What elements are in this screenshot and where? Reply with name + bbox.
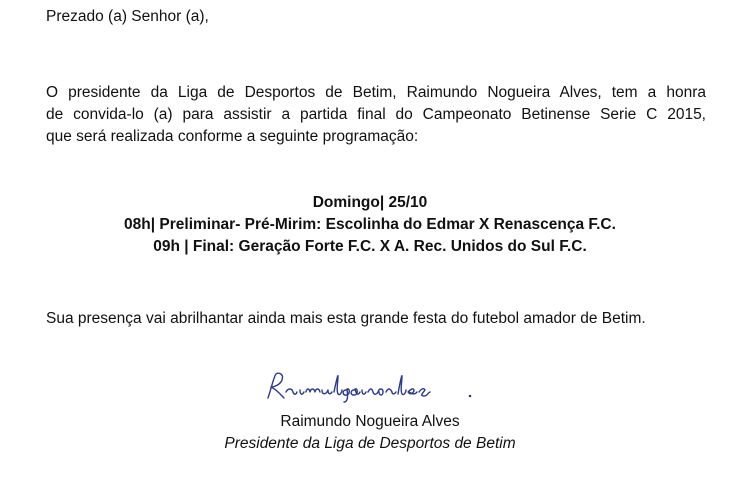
invitation-line-1: O presidente da Liga de Desportos de Betim, Raimundo Nogueira Alves, tem a honra — [46, 84, 706, 101]
greeting: Prezado (a) Senhor (a), — [46, 8, 209, 25]
schedule-preliminary-match: 08h| Preliminar- Pré-Mirim: Escolinha do Edmar X Renascença F.C. — [124, 216, 616, 233]
match-schedule — [0, 192, 740, 258]
signatory-name: Raimundo Nogueira Alves — [280, 413, 460, 430]
closing-sentence: Sua presença vai abrilhantar ainda mais esta grande festa do futebol amador de Betim. — [46, 310, 646, 327]
handwritten-signature-icon — [262, 368, 482, 404]
schedule-final-match: 09h | Final: Geração Forte F.C. X A. Rec. Unidos do Sul F.C. — [153, 238, 587, 255]
invitation-paragraph — [46, 82, 706, 148]
invitation-line-2: de convida-lo (a) para assistir a partida final do Campeonato Betinense Serie C 2015, — [46, 106, 706, 123]
schedule-day: Domingo| 25/10 — [312, 194, 428, 211]
invitation-line-3: que será realizada conforme a seguinte programação: — [46, 128, 419, 145]
signatory-role: Presidente da Liga de Desportos de Betim — [224, 435, 516, 452]
signature-block — [0, 411, 740, 455]
